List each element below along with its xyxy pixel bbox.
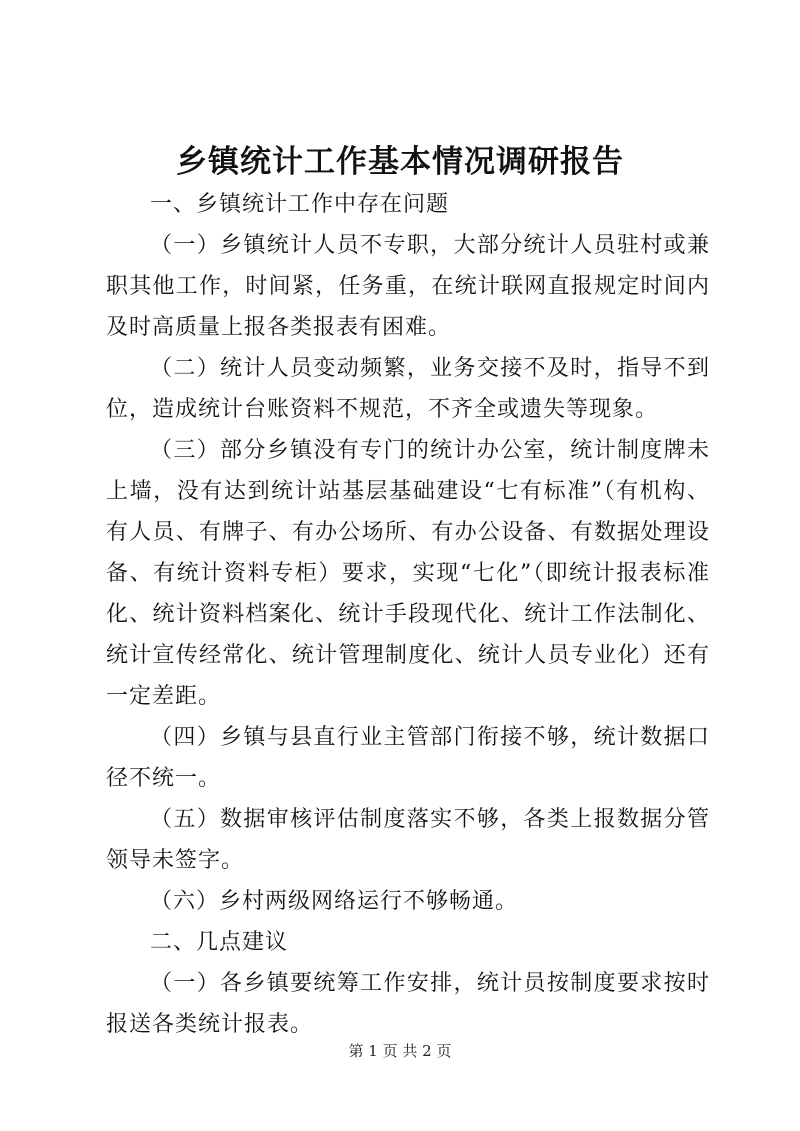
document-title: 乡镇统计工作基本情况调研报告 xyxy=(176,144,624,180)
page-footer: 第 1 页 共 2 页 xyxy=(348,1042,452,1060)
paragraph-problem-3: （三）部分乡镇没有专门的统计办公室，统计制度牌未上墙，没有达到统计站基层基础建设“七有标准”（有机构、有人员、有牌子、有办公场所、有办公设备、有数据处理设备、有统计资料专柜）要求，实现“七化”（即统计报表标准化、统计资料档案化、统计手段现代化、统计工作法制化、统计宣传经常化、统计管理制度化、统计人员专业化）还有一定差距。 xyxy=(106,438,710,709)
section-heading-suggestions: 二、几点建议 xyxy=(150,930,289,955)
paragraph-problem-6: （六）乡村两级网络运行不够畅通。 xyxy=(150,889,519,914)
paragraph-problem-4: （四）乡镇与县直行业主管部门衔接不够，统计数据口径不统一。 xyxy=(106,725,710,791)
document-body xyxy=(106,184,710,1045)
section-heading-problems: 一、乡镇统计工作中存在问题 xyxy=(150,192,450,217)
paragraph-problem-1: （一）乡镇统计人员不专职，大部分统计人员驻村或兼职其他工作，时间紧，任务重，在统计联网直报规定时间内及时高质量上报各类报表有困难。 xyxy=(106,233,710,340)
paragraph-suggestion-1: （一）各乡镇要统筹工作安排，统计员按制度要求按时报送各类统计报表。 xyxy=(106,971,710,1037)
paragraph-problem-5: （五）数据审核评估制度落实不够，各类上报数据分管领导未签字。 xyxy=(106,807,710,873)
paragraph-problem-2: （二）统计人员变动频繁，业务交接不及时，指导不到位，造成统计台账资料不规范，不齐全或遗失等现象。 xyxy=(106,356,710,422)
